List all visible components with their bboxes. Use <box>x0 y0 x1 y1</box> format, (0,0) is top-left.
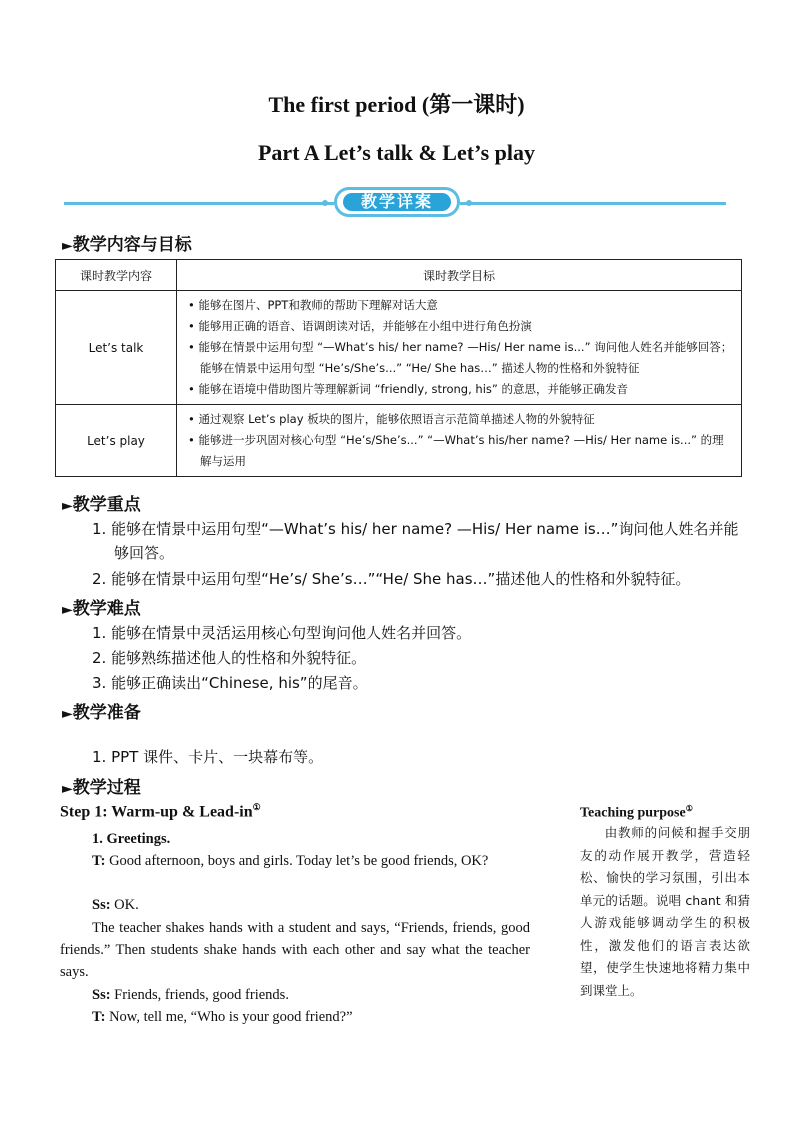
page-subtitle: Part A Let’s talk & Let’s play <box>257 140 535 165</box>
banner-label: 教学详案 <box>343 193 451 211</box>
step-title <box>60 802 261 821</box>
dialogue-text: Good afternoon, boys and girls. Today let’s be good friends, OK? <box>105 853 489 869</box>
triangle-icon: ► <box>62 238 73 254</box>
banner-line-left <box>64 202 334 205</box>
table-header-row <box>56 260 742 291</box>
dialogue-text: Now, tell me, “Who is your good friend?” <box>105 1009 353 1025</box>
section-heading-preparation <box>62 698 141 723</box>
narration-text: The teacher shakes hands with a student and says, “Friends, friends, good friends.” Then students shake hands with each other and say what the teacher says. <box>60 920 530 980</box>
page-title: The first period (第一课时) <box>268 92 525 117</box>
section-heading-difficulties <box>62 594 141 619</box>
list-item: • 能够在语境中借助图片等理解新词 “friendly, strong, his” 的意思，并能够正确发音 <box>188 382 628 396</box>
speaker: Ss: <box>92 897 111 913</box>
triangle-icon: ► <box>62 602 73 618</box>
step-title-text: Step 1: Warm-up & Lead-in <box>60 803 253 821</box>
difficulty-2: 2. 能够熟练描述他人的性格和外貌特征。 <box>92 649 367 667</box>
banner-line-right <box>460 202 726 205</box>
section-heading-text: 教学难点 <box>72 599 141 619</box>
list-item: • 能够进一步巩固对核心句型 “He’s/She’s...” “—What’s his/her name? —His/ Her name is...” 的理解与运用 <box>188 433 724 468</box>
dialogue-text: Friends, friends, good friends. <box>110 987 289 1003</box>
speaker: T: <box>92 853 106 869</box>
list-item: • 能够用正确的语音、语调朗读对话，并能够在小组中进行角色扮演 <box>188 319 532 333</box>
sub-step-title: 1. Greetings. <box>92 831 171 847</box>
narration-line <box>60 917 530 983</box>
key-point-1: 1. 能够在情景中运用句型“—What’s his/ her name? —His/ Her name is…”询问他人姓名并能 <box>92 520 739 538</box>
sidebar-title <box>580 804 693 822</box>
list-item: • 通过观察 Let’s play 板块的图片，能够依照语言示范简单描述人物的外貌特征 <box>188 412 595 426</box>
banner-dot-right <box>466 200 472 206</box>
section-heading-text: 教学过程 <box>72 778 141 798</box>
objectives-table <box>55 259 742 477</box>
speaker: T: <box>92 1009 106 1025</box>
list-item: • 能够在图片、PPT和教师的帮助下理解对话大意 <box>188 298 438 312</box>
dialogue-text: OK. <box>110 897 139 913</box>
section-heading-process <box>62 773 141 798</box>
footnote-mark: ① <box>252 802 261 812</box>
banner <box>334 187 460 217</box>
sidebar-title-text: Teaching purpose <box>580 805 686 821</box>
triangle-icon: ► <box>62 706 73 722</box>
triangle-icon: ► <box>62 781 73 797</box>
row-label: Let’s play <box>56 405 177 477</box>
table-header-content: 课时教学内容 <box>56 260 177 291</box>
key-point-1-cont: 够回答。 <box>114 544 175 562</box>
section-heading-text: 教学准备 <box>72 703 141 723</box>
dialogue-line <box>60 850 530 872</box>
table-row <box>56 405 742 477</box>
dialogue-line <box>60 1006 530 1028</box>
banner-dot-left <box>322 200 328 206</box>
row-label: Let’s talk <box>56 291 177 405</box>
section-heading-text: 教学重点 <box>72 495 141 515</box>
difficulty-3: 3. 能够正确读出“Chinese, his”的尾音。 <box>92 674 368 692</box>
section-heading-objectives <box>62 230 192 255</box>
sidebar-text <box>580 822 750 1002</box>
table-header-goals: 课时教学目标 <box>177 260 742 291</box>
sidebar-paragraph: 由教师的问候和握手交朋友的动作展开教学，营造轻松、愉快的学习氛围，引出本单元的话题。说唱 chant 和猜人游戏能够调动学生的积极性，激发他们的语言表达欲望，使学生快速地将精力集中到课堂上。 <box>580 825 750 998</box>
speaker: Ss: <box>92 987 111 1003</box>
footnote-mark: ① <box>685 804 693 813</box>
table-row <box>56 291 742 405</box>
difficulty-1: 1. 能够在情景中灵活运用核心句型询问他人姓名并回答。 <box>92 624 472 642</box>
key-point-2: 2. 能够在情景中运用句型“He’s/ She’s…”“He/ She has…”描述他人的性格和外貌特征。 <box>92 570 691 588</box>
triangle-icon: ► <box>62 498 73 514</box>
row-goals <box>177 405 742 477</box>
dialogue-line <box>60 984 530 1006</box>
dialogue-line <box>60 894 530 916</box>
section-heading-text: 教学内容与目标 <box>72 235 192 255</box>
list-item: • 能够在情景中运用句型 “—What’s his/ her name? —His/ Her name is...” 询问他人姓名并能够回答；能够在情景中运用句型 “He’s/She’s...” “He/ She has…” 描述人物的性格和外貌特征 <box>188 340 733 375</box>
section-heading-key-points <box>62 490 141 515</box>
preparation-item: 1. PPT 课件、卡片、一块幕布等。 <box>92 748 324 766</box>
row-goals <box>177 291 742 405</box>
